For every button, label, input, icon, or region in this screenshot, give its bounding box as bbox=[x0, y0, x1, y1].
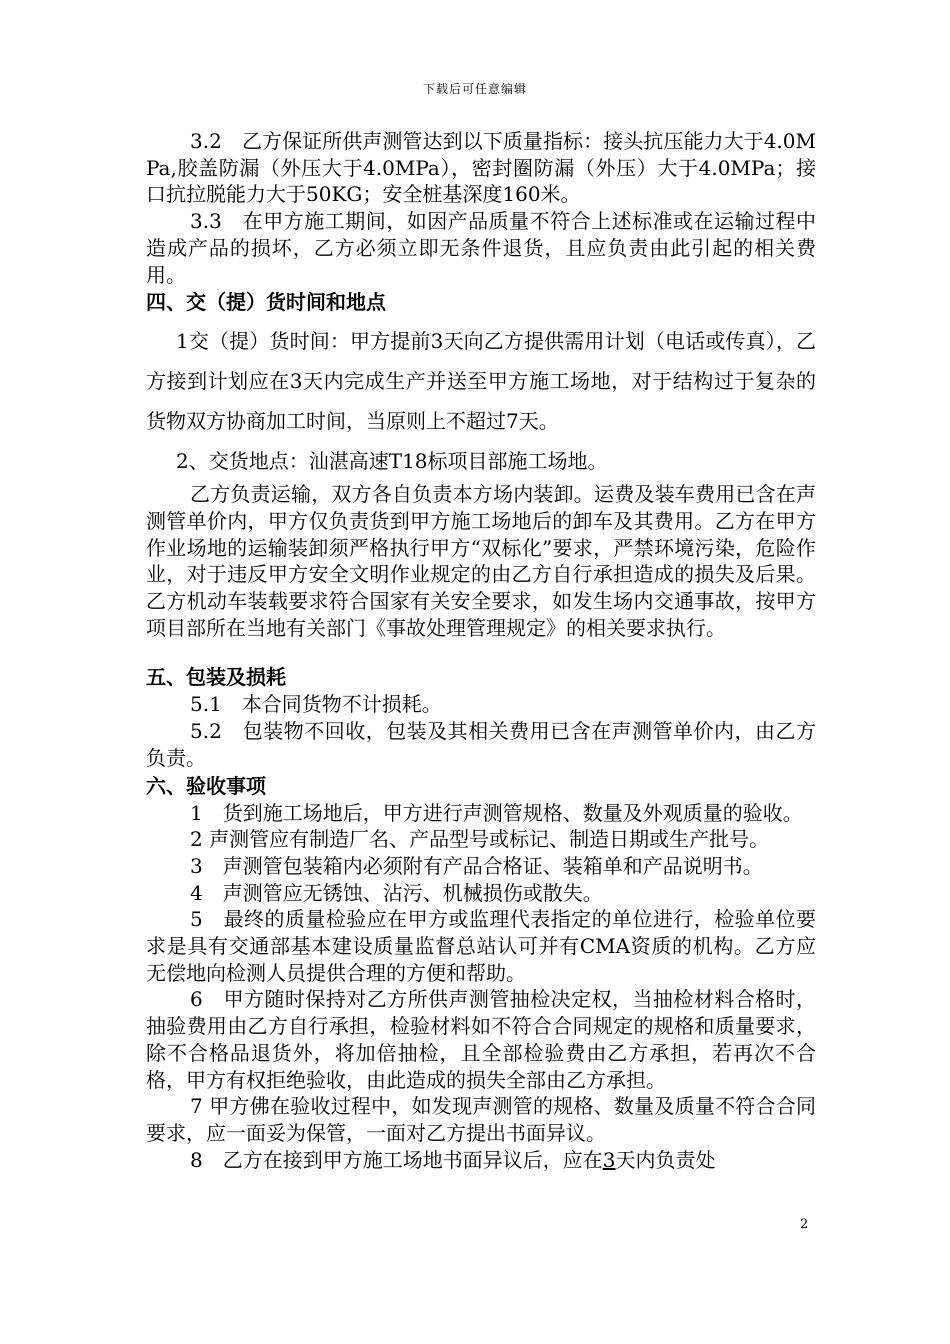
clause-6-5: 5 最终的质量检验应在甲方或监理代表指定的单位进行，检验单位要求是具有交通部基本建设质量监督总站认可并有CMA资质的机构。乙方应无偿地向检测人员提供合理的方便和帮助。 bbox=[146, 907, 816, 985]
section-heading-5: 五、包装及损耗 bbox=[146, 665, 286, 690]
section-spacer bbox=[146, 641, 816, 663]
clause-3-3: 3.3 在甲方施工期间，如因产品质量不符合上述标准或在运输过程中造成产品的损坏，乙方必须立即无条件退货，且应负责由此引起的相关费用。 bbox=[146, 209, 816, 287]
clause-6-3: 3 声测管包装箱内必须附有产品合格证、装箱单和产品说明书。 bbox=[190, 853, 763, 878]
clause-3-2: 3.2 乙方保证所供声测管达到以下质量指标：接头抗压能力大于4.0MPa,胶盖防漏（外压大于4.0MPa），密封圈防漏（外压）大于4.0MPa；接口抗拉脱能力大于50KG；安全桩基深度160米。 bbox=[146, 129, 816, 207]
clause-6-8-text-after: 天内负责处 bbox=[615, 1147, 716, 1172]
clause-6-2: 2 声测管应有制造厂名、产品型号或标记、制造日期或生产批号。 bbox=[190, 827, 770, 852]
clause-6-8-days: 3 bbox=[602, 1147, 616, 1172]
section-heading-6: 六、验收事项 bbox=[146, 773, 266, 798]
clause-6-6: 6 甲方随时保持对乙方所供声测管抽检决定权，当抽检材料合格时，抽验费用由乙方自行承担，检验材料如不符合合同规定的规格和质量要求，除不合格品退货外，将加倍抽检，且全部检验费由乙方承担，若再次不合格，甲方有权拒绝验收，由此造成的损失全部由乙方承担。 bbox=[146, 987, 816, 1092]
clause-6-4: 4 声测管应无锈蚀、沾污、机械损伤或散失。 bbox=[190, 880, 603, 905]
clause-4-1: 1交（提）货时间：甲方提前3天向乙方提供需用计划（电话或传真），乙方接到计划应在3天内完成生产并送至甲方施工场地，对于结构过于复杂的货物双方协商加工时间，当原则上不超过7天。 bbox=[146, 329, 816, 434]
clause-5-2: 5.2 包装物不回收，包装及其相关费用已含在声测管单价内，由乙方负责。 bbox=[146, 719, 816, 770]
document-body bbox=[146, 128, 816, 1173]
clause-6-8 bbox=[146, 1147, 816, 1174]
page-header: 下载后可任意编辑 bbox=[422, 82, 527, 96]
clause-6-1: 1 货到施工场地后，甲方进行声测管规格、数量及外观质量的验收。 bbox=[190, 800, 803, 825]
clause-4-2: 2、交货地点：汕湛高速T18标项目部施工场地。 bbox=[176, 449, 608, 474]
section-heading-4: 四、交（提）货时间和地点 bbox=[146, 290, 386, 315]
page-number: 2 bbox=[800, 1217, 809, 1232]
clause-5-1: 5.1 本合同货物不计损耗。 bbox=[190, 692, 442, 717]
clause-6-8-text-before: 8 乙方在接到甲方施工场地书面异议后，应在 bbox=[190, 1147, 603, 1172]
clause-6-7: 7 甲方佛在验收过程中，如发现声测管的规格、数量及质量不符合合同要求，应一面妥为保管，一面对乙方提出书面异议。 bbox=[146, 1094, 816, 1145]
clause-4-3: 乙方负责运输，双方各自负责本方场内装卸。运费及装车费用已含在声测管单价内，甲方仅负责货到甲方施工场地后的卸车及其费用。乙方在甲方作业场地的运输装卸须严格执行甲方“双标化”要求，严禁环境污染，危险作业，对于违反甲方安全文明作业规定的由乙方自行承担造成的损失及后果。乙方机动车装载要求符合国家有关安全要求，如发生场内交通事故，按甲方项目部所在当地有关部门《事故处理管理规定》的相关要求执行。 bbox=[146, 482, 816, 640]
